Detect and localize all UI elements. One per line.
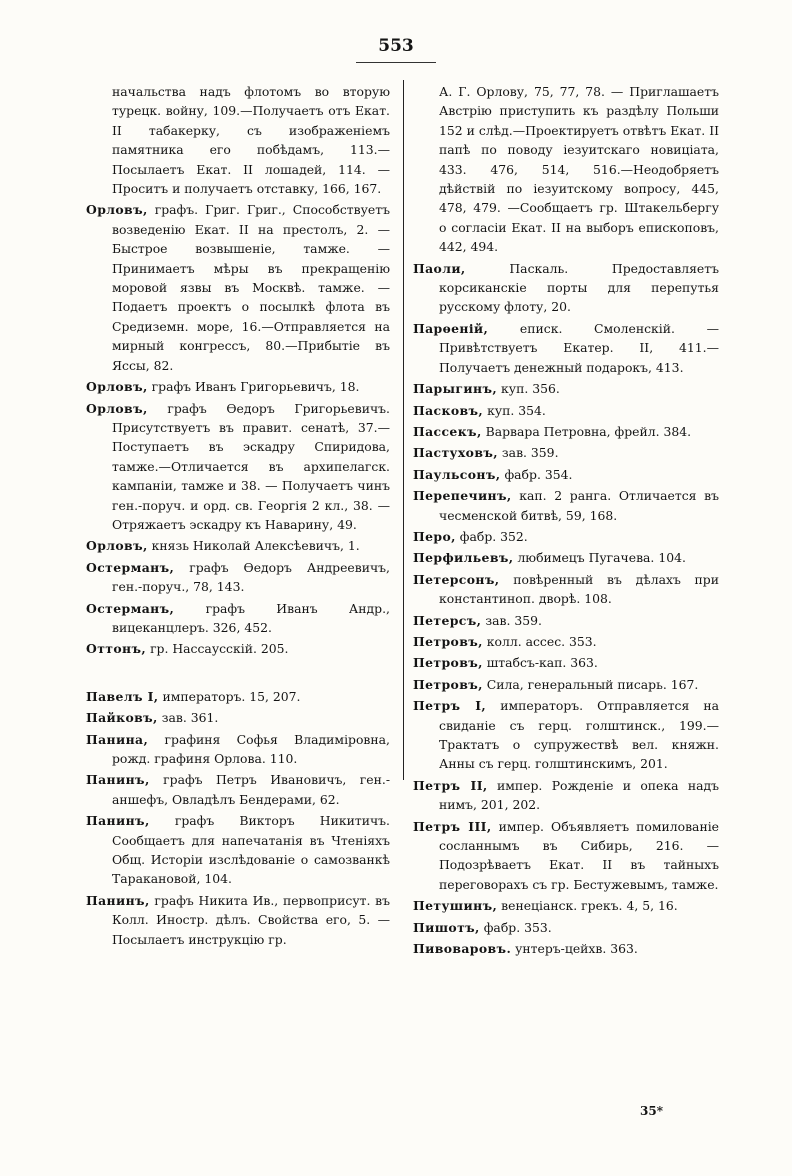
entry-text: гр. Нассаусскій. 205.: [150, 641, 289, 657]
index-entry: [413, 696, 719, 774]
index-entry: [413, 422, 719, 441]
entry-text: унтеръ-цейхв. 363.: [515, 941, 638, 957]
entry-text: штабсъ-кап. 363.: [486, 655, 598, 671]
entry-name: Панинъ,: [86, 813, 150, 829]
header-rule: [356, 62, 436, 63]
index-entry: [86, 811, 390, 889]
page-number: 553: [378, 36, 414, 56]
index-entry: [86, 82, 390, 198]
entry-text: графъ Иванъ Григорьевичъ, 18.: [151, 379, 360, 395]
entry-text: графъ Ѳедоръ Андреевичъ, ген.-поруч., 78, 143.: [112, 559, 390, 595]
entry-text: графъ Ѳедоръ Григорьевичъ. Присутствуетъ въ правит. сенатѣ, 37.—Поступаетъ въ эскадру Спиридова, тамже.—Отличается въ архипелагск. кампаніи, тамже и 38. — Получаетъ чинъ ген.-поруч. и орд. св. Георгія 2 кл., 38. — Отряжаетъ эскадру къ Наварину, 49.: [112, 400, 390, 532]
entry-text: Паскаль. Предоставляетъ корсиканскіе порты для перепутья русскому флоту, 20.: [439, 260, 719, 315]
left-column: [86, 82, 390, 951]
entry-text: импер. Рожденіе и опека надъ нимъ, 201, 202.: [439, 777, 719, 813]
index-entry: [86, 200, 390, 375]
entry-name: Петръ II,: [413, 777, 488, 793]
index-entry: [86, 377, 390, 396]
section-gap: [86, 661, 390, 687]
entry-name: Панинъ,: [86, 892, 150, 908]
entry-name: Перфильевъ,: [413, 550, 514, 566]
entry-text: графъ Викторъ Никитичъ. Сообщаетъ для напечатанія въ Чтеніяхъ Общ. Исторіи изслѣдованіе о самозванкѣ Таракановой, 104.: [112, 813, 390, 887]
entry-text: кап. 2 ранга. Отличается въ чесменской битвѣ, 59, 168.: [439, 488, 719, 523]
entry-name: Павелъ I,: [86, 688, 159, 704]
entry-name: Перепечинъ,: [413, 488, 512, 504]
entry-name: Орловъ,: [86, 202, 148, 218]
entry-name: Остерманъ,: [86, 559, 175, 575]
entry-name: Петушинъ,: [413, 898, 498, 914]
entry-name: Петровъ,: [413, 676, 483, 692]
index-entry: [86, 708, 390, 727]
index-entry: [413, 548, 719, 567]
entry-text: фабр. 354.: [504, 466, 573, 482]
entry-text: импер. Объявляетъ помилованіе сосланнымъ въ Сибирь, 216. — Подозрѣваетъ Екат. II въ тайныхъ переговорахъ съ гр. Бестужевымъ, тамже.: [439, 818, 719, 892]
index-entry: [413, 896, 719, 915]
entry-name: Перо,: [413, 528, 456, 544]
index-entry: [413, 675, 719, 694]
entry-text: Сила, генеральный писарь. 167.: [486, 676, 699, 692]
index-entry: [413, 918, 719, 937]
entry-name: Петерсъ,: [413, 612, 482, 628]
index-entry: [86, 399, 390, 535]
index-entry: [86, 687, 390, 706]
entry-text: императоръ. 15, 207.: [162, 688, 301, 704]
index-entry: [413, 653, 719, 672]
index-entry: [86, 558, 390, 597]
entry-name: Пасковъ,: [413, 402, 484, 418]
entry-name: Пишотъ,: [413, 919, 480, 935]
entry-text: графъ. Григ. Григ., Способствуетъ возведенію Екат. II на престолъ, 2. — Быстрое возвышеніе, тамже. — Принимаетъ мѣры въ прекращенію моровой язвы въ Москвѣ. тамже. — Подаетъ проектъ о посылкѣ флота въ Средиземн. море, 16.—Отправляется на мирный конгрессъ, 80.—Прибытіе въ Яссы, 82.: [112, 202, 390, 373]
index-entry: [413, 259, 719, 317]
entry-text: графъ Никита Ив., первоприсут. въ Колл. Иностр. дѣлъ. Свойства его, 5. — Посылаетъ инструкцію гр.: [112, 892, 390, 947]
entry-name: Оттонъ,: [86, 641, 147, 657]
entry-name: Орловъ,: [86, 379, 148, 395]
entry-text: любимецъ Пугачева. 104.: [517, 550, 686, 566]
entry-name: Паульсонъ,: [413, 466, 501, 482]
entry-text: зав. 361.: [161, 710, 219, 726]
entry-name: Пайковъ,: [86, 710, 158, 726]
entry-text: А. Г. Орлову, 75, 77, 78. — Приглашаетъ Австрію приступить къ раздѣлу Польши 152 и слѣд.—Проектируетъ отвѣтъ Екат. II папѣ по поводу іезуитскаго новиціата, 433. 476, 514, 516.—Неодобряетъ дѣйствій по іезуитскому вопросу, 445, 478, 479. —Сообщаетъ гр. Штакельбергу о согласіи Екат. II на выборъ епископовъ, 442, 494.: [439, 84, 719, 255]
column-divider: [403, 80, 404, 780]
entry-text: графъ Иванъ Андр., вицеканцлеръ. 326, 452.: [112, 600, 390, 635]
entry-text: колл. ассес. 353.: [486, 633, 597, 649]
index-entry: [413, 776, 719, 815]
entry-name: Панинъ,: [86, 772, 150, 788]
entry-text: графъ Петръ Ивановичъ, ген.-аншефъ, Овладѣлъ Бендерами, 62.: [112, 772, 390, 807]
signature-mark: 35*: [640, 1104, 663, 1118]
index-entry: [413, 527, 719, 546]
entry-text: венеціанск. грекъ. 4, 5, 16.: [501, 898, 678, 914]
entry-text: начальства надъ флотомъ во вторую турецк. войну, 109.—Получаетъ отъ Екат. II табакерку, съ изображеніемъ памятника его побѣдамъ, 113.—Посылаетъ Екат. II лошадей, 114. — Проситъ и получаетъ отставку, 166, 167.: [112, 84, 390, 197]
index-entry: [413, 570, 719, 609]
entry-text: императоръ. Отправляется на свиданіе съ герц. голштинск., 199.—Трактатъ о супружествѣ вел. княжн. Анны съ герц. голштинскимъ, 201.: [439, 698, 719, 772]
entry-name: Петръ III,: [413, 818, 492, 834]
index-entry: [413, 82, 719, 257]
entry-text: куп. 354.: [487, 402, 546, 418]
index-entry: [413, 817, 719, 895]
entry-name: Орловъ,: [86, 400, 148, 416]
index-entry: [86, 599, 390, 638]
entry-text: графиня Софья Владиміровна, рожд. графиня Орлова. 110.: [112, 731, 390, 766]
entry-name: Паоли,: [413, 260, 466, 276]
index-entry: [413, 939, 719, 958]
index-entry: [413, 486, 719, 525]
index-entry: [413, 443, 719, 462]
index-entry: [86, 891, 390, 949]
index-entry: [413, 319, 719, 377]
index-entry: [413, 379, 719, 398]
index-entry: [86, 639, 390, 658]
entry-name: Пастуховъ,: [413, 445, 498, 461]
entry-name: Петровъ,: [413, 655, 483, 671]
entry-name: Петерсонъ,: [413, 571, 500, 587]
entry-name: Остерманъ,: [86, 600, 175, 616]
entry-text: еписк. Смоленскій. —Привѣтствуетъ Екатер. II, 411.—Получаетъ денежный подарокъ, 413.: [439, 320, 719, 375]
entry-name: Парѳеній,: [413, 320, 489, 336]
entry-name: Пассекъ,: [413, 423, 482, 439]
index-entry: [413, 401, 719, 420]
index-entry: [86, 536, 390, 555]
entry-name: Пивоваровъ.: [413, 941, 512, 957]
index-entry: [86, 730, 390, 769]
right-column: [413, 82, 719, 960]
entry-name: Орловъ,: [86, 538, 148, 554]
entry-text: фабр. 353.: [483, 919, 552, 935]
entry-text: фабр. 352.: [459, 528, 528, 544]
entry-text: зав. 359.: [501, 445, 559, 461]
entry-name: Парыгинъ,: [413, 381, 498, 397]
index-entry: [413, 465, 719, 484]
entry-name: Петръ I,: [413, 698, 487, 714]
entry-name: Петровъ,: [413, 633, 483, 649]
index-entry: [413, 632, 719, 651]
entry-text: повѣренный въ дѣлахъ при константиноп. дворѣ. 108.: [439, 571, 719, 607]
index-entry: [413, 611, 719, 630]
entry-text: куп. 356.: [501, 381, 560, 397]
entry-text: князь Николай Алексѣевичъ, 1.: [151, 538, 360, 554]
index-entry: [86, 770, 390, 809]
entry-text: зав. 359.: [485, 612, 542, 628]
entry-text: Варвара Петровна, фрейл. 384.: [485, 423, 692, 439]
entry-name: Панина,: [86, 731, 149, 747]
